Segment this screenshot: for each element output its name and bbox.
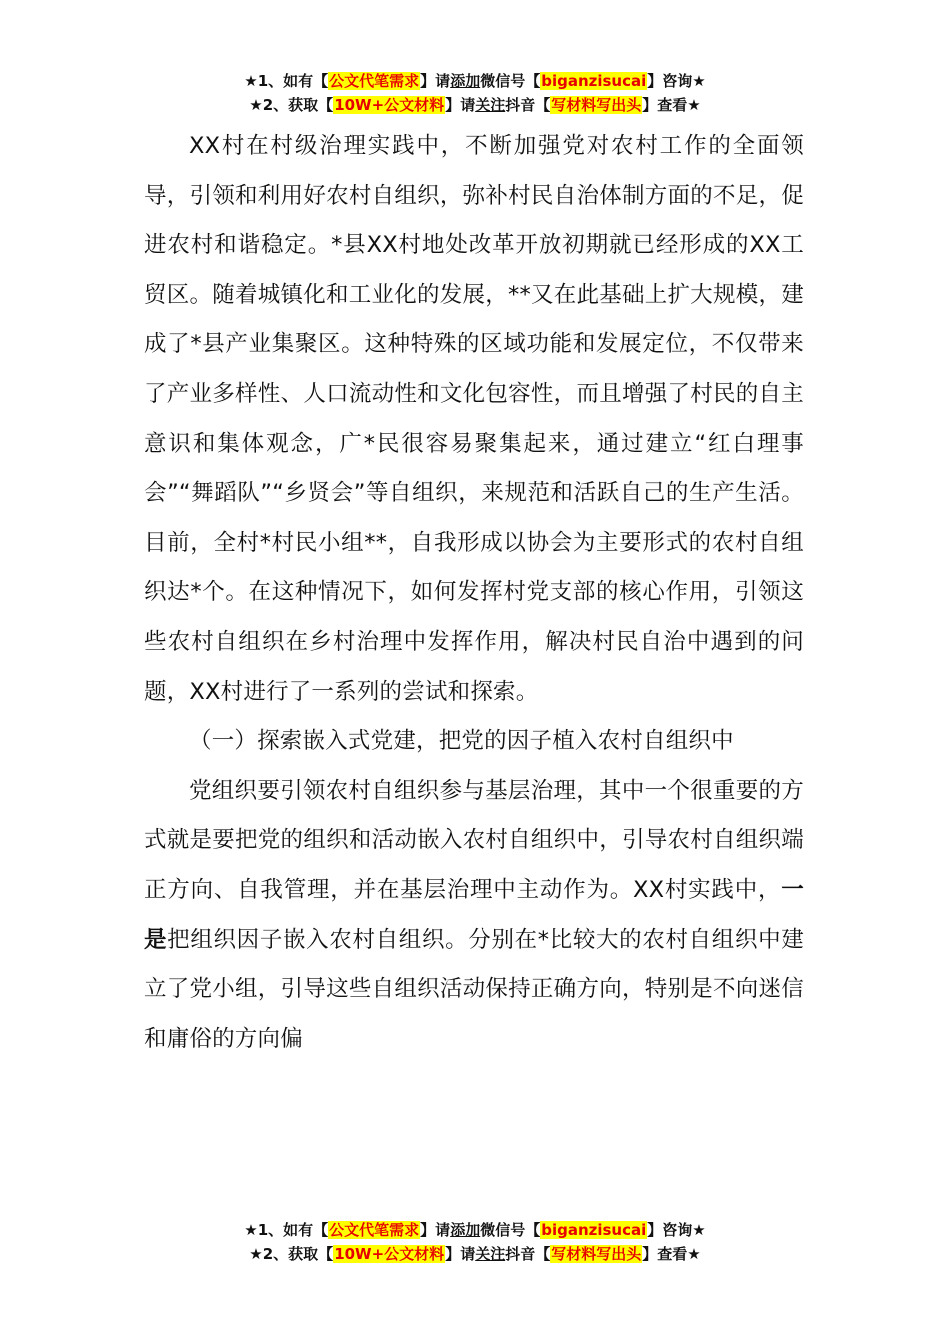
highlight-douyin-account: 写材料写出头 <box>551 1245 642 1263</box>
notice-text: 】请 <box>445 1245 476 1263</box>
highlight-wechat-id: biganzisucai <box>541 72 647 90</box>
paragraph-section-1 <box>144 767 804 1065</box>
highlight-douyin-account: 写材料写出头 <box>551 96 642 114</box>
notice-text: ★1、如有【 <box>244 72 329 90</box>
bold-lead-phrase: 一是 <box>144 876 804 953</box>
notice-text: ★2、获取【 <box>249 96 334 114</box>
highlight-materials: 10W+公文材料 <box>334 96 445 114</box>
section-heading-1: （一）探索嵌入式党建，把党的因子植入农村自组织中 <box>189 728 734 755</box>
paragraph-intro: XX村在村级治理实践中，不断加强党对农村工作的全面领导，引领和利用好农村自组织，弥补村民自治体制方面的不足，促进农村和谐稳定。*县XX村地处改革开放初期就已经形成的XX工贸区。随着城镇化和工业化的发展，**又在此基础上扩大规模，建成了*县产业集聚区。这种特殊的区域功能和发展定位，不仅带来了产业多样性、人口流动性和文化包容性，而且增强了村民的自主意识和集体观念，广*民很容易聚集起来，通过建立“红白理事会”“舞蹈队”“乡贤会”等自组织，来规范和活跃自己的生产生活。目前，全村*村民小组**，自我形成以协会为主要形式的农村自组织达*个。在这种情况下，如何发挥村党支部的核心作用，引领这些农村自组织在乡村治理中发挥作用，解决村民自治中遇到的问题，XX村进行了一系列的尝试和探索。 <box>144 133 804 705</box>
bottom-notice-banner <box>0 1218 950 1266</box>
notice-line-1 <box>0 69 950 93</box>
notice-line-1 <box>0 1218 950 1242</box>
notice-text: 微信号【 <box>480 1221 541 1239</box>
notice-emphasis: 关注 <box>475 96 506 114</box>
highlight-service: 公文代笔需求 <box>329 1221 420 1239</box>
notice-text: 微信号【 <box>480 72 541 90</box>
notice-text: ★1、如有【 <box>244 1221 329 1239</box>
paragraph-text: 党组织要引领农村自组织参与基层治理，其中一个很重要的方式就是要把党的组织和活动嵌入农村自组织中，引导农村自组织端正方向、自我管理，并在基层治理中主动作为。XX村实践中， <box>144 777 804 903</box>
document-body <box>144 122 804 1064</box>
notice-text: 】查看★ <box>642 96 701 114</box>
paragraph-text: 把组织因子嵌入农村自组织。分别在*比较大的农村自组织中建立了党小组，引导这些自组织活动保持正确方向，特别是不向迷信和庸俗的方向偏 <box>144 926 804 1052</box>
notice-emphasis: 添加 <box>450 1221 481 1239</box>
notice-text: 】查看★ <box>642 1245 701 1263</box>
notice-text: 】请 <box>420 72 451 90</box>
notice-text: ★2、获取【 <box>249 1245 334 1263</box>
highlight-service: 公文代笔需求 <box>329 72 420 90</box>
notice-text: 抖音【 <box>505 1245 551 1263</box>
notice-text: 】请 <box>445 96 476 114</box>
highlight-wechat-id: biganzisucai <box>541 1221 647 1239</box>
notice-emphasis: 关注 <box>475 1245 506 1263</box>
notice-line-2 <box>0 93 950 117</box>
notice-text: 抖音【 <box>505 96 551 114</box>
top-notice-banner <box>0 69 950 117</box>
notice-text: 】咨询★ <box>647 72 706 90</box>
notice-text: 】请 <box>420 1221 451 1239</box>
notice-text: 】咨询★ <box>647 1221 706 1239</box>
notice-line-2 <box>0 1242 950 1266</box>
highlight-materials: 10W+公文材料 <box>334 1245 445 1263</box>
notice-emphasis: 添加 <box>450 72 481 90</box>
